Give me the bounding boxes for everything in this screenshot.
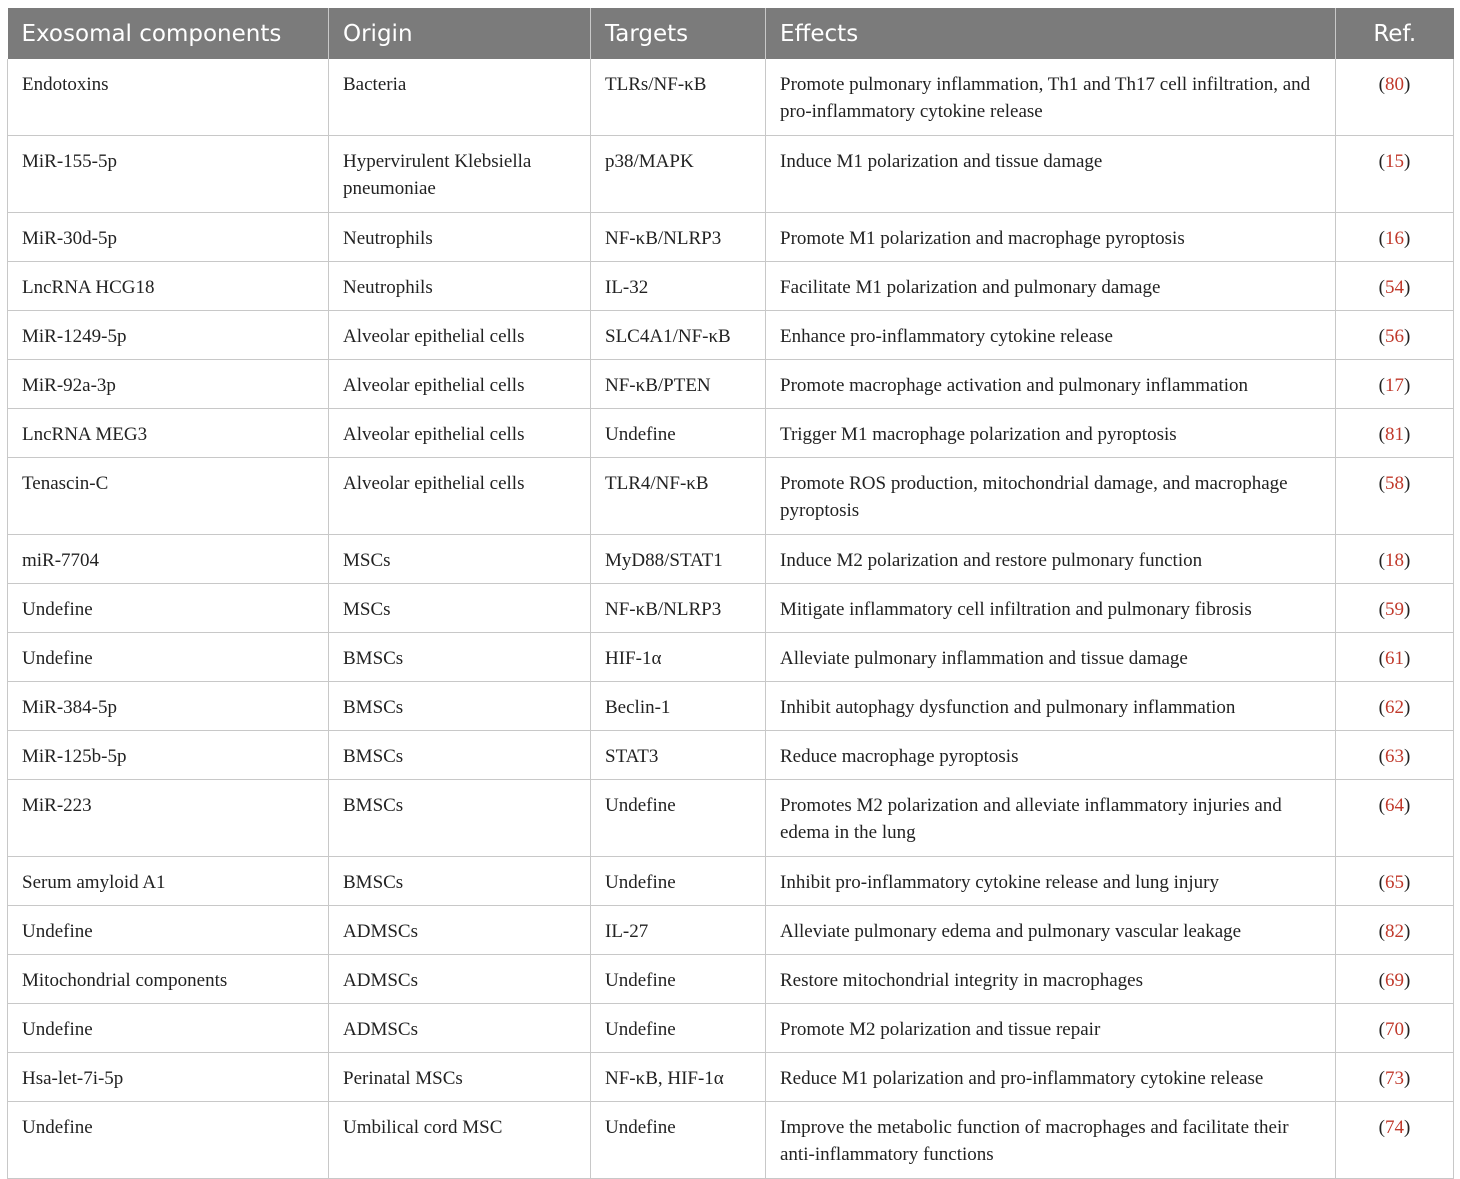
cell-component: MiR-125b-5p [8,731,329,780]
cell-targets: Undefine [591,409,766,458]
cell-origin: Neutrophils [329,213,591,262]
cell-origin: Hypervirulent Klebsiella pneumoniae [329,136,591,213]
ref-link[interactable]: 64 [1385,795,1404,816]
ref-link[interactable]: 80 [1385,74,1404,95]
cell-effects: Inhibit autophagy dysfunction and pulmonary inflammation [766,682,1336,731]
ref-link[interactable]: 59 [1385,599,1404,620]
cell-origin: BMSCs [329,731,591,780]
table-row [8,955,1454,1004]
cell-effects: Promote M2 polarization and tissue repair [766,1004,1336,1053]
cell-effects: Inhibit pro-inflammatory cytokine release and lung injury [766,857,1336,906]
cell-effects: Alleviate pulmonary inflammation and tissue damage [766,633,1336,682]
cell-ref: (59) [1336,584,1454,633]
cell-component: MiR-1249-5p [8,311,329,360]
cell-targets: Beclin-1 [591,682,766,731]
ref-link[interactable]: 82 [1385,921,1404,942]
cell-ref: (17) [1336,360,1454,409]
table-row [8,1004,1454,1053]
ref-link[interactable]: 54 [1385,277,1404,298]
ref-link[interactable]: 58 [1385,473,1404,494]
cell-effects: Promote M1 polarization and macrophage pyroptosis [766,213,1336,262]
cell-targets: NF-κB/NLRP3 [591,584,766,633]
cell-origin: Alveolar epithelial cells [329,458,591,535]
cell-ref: (56) [1336,311,1454,360]
table-row [8,213,1454,262]
cell-targets: SLC4A1/NF-κB [591,311,766,360]
ref-link[interactable]: 70 [1385,1019,1404,1040]
ref-link[interactable]: 62 [1385,697,1404,718]
cell-component: LncRNA HCG18 [8,262,329,311]
cell-targets: Undefine [591,1004,766,1053]
ref-link[interactable]: 81 [1385,424,1404,445]
cell-component: Serum amyloid A1 [8,857,329,906]
table-row [8,311,1454,360]
cell-targets: TLR4/NF-κB [591,458,766,535]
cell-origin: Bacteria [329,59,591,136]
cell-component: MiR-223 [8,780,329,857]
ref-link[interactable]: 16 [1385,228,1404,249]
table-container [7,8,1453,1179]
cell-effects: Promote ROS production, mitochondrial damage, and macrophage pyroptosis [766,458,1336,535]
cell-targets: MyD88/STAT1 [591,535,766,584]
ref-link[interactable]: 65 [1385,872,1404,893]
cell-component: Tenascin-C [8,458,329,535]
cell-targets: NF-κB/PTEN [591,360,766,409]
cell-targets: Undefine [591,857,766,906]
cell-effects: Promote pulmonary inflammation, Th1 and Th17 cell infiltration, and pro-inflammatory cytokine release [766,59,1336,136]
cell-targets: p38/MAPK [591,136,766,213]
cell-component: Hsa-let-7i-5p [8,1053,329,1102]
ref-link[interactable]: 73 [1385,1068,1404,1089]
cell-origin: ADMSCs [329,955,591,1004]
table-row [8,857,1454,906]
cell-ref: (73) [1336,1053,1454,1102]
header-ref: Ref. [1336,8,1454,59]
cell-origin: MSCs [329,535,591,584]
cell-ref: (62) [1336,682,1454,731]
cell-effects: Facilitate M1 polarization and pulmonary damage [766,262,1336,311]
ref-link[interactable]: 17 [1385,375,1404,396]
table-row [8,584,1454,633]
cell-origin: Alveolar epithelial cells [329,311,591,360]
header-exosomal-components: Exosomal components [8,8,329,59]
cell-targets: HIF-1α [591,633,766,682]
table-row [8,1102,1454,1179]
cell-component: Undefine [8,633,329,682]
cell-effects: Improve the metabolic function of macrophages and facilitate their anti-inflammatory functions [766,1102,1336,1179]
cell-targets: Undefine [591,1102,766,1179]
cell-ref: (18) [1336,535,1454,584]
cell-effects: Promote macrophage activation and pulmonary inflammation [766,360,1336,409]
cell-origin: Neutrophils [329,262,591,311]
cell-effects: Restore mitochondrial integrity in macrophages [766,955,1336,1004]
cell-effects: Trigger M1 macrophage polarization and pyroptosis [766,409,1336,458]
cell-targets: Undefine [591,955,766,1004]
cell-origin: Perinatal MSCs [329,1053,591,1102]
cell-component: Mitochondrial components [8,955,329,1004]
cell-ref: (58) [1336,458,1454,535]
table-row [8,1053,1454,1102]
cell-targets: IL-32 [591,262,766,311]
cell-ref: (65) [1336,857,1454,906]
header-effects: Effects [766,8,1336,59]
cell-origin: ADMSCs [329,906,591,955]
ref-link[interactable]: 18 [1385,550,1404,571]
cell-effects: Induce M2 polarization and restore pulmonary function [766,535,1336,584]
cell-component: Undefine [8,906,329,955]
cell-effects: Alleviate pulmonary edema and pulmonary vascular leakage [766,906,1336,955]
cell-origin: Alveolar epithelial cells [329,409,591,458]
ref-link[interactable]: 69 [1385,970,1404,991]
cell-origin: Alveolar epithelial cells [329,360,591,409]
cell-ref: (15) [1336,136,1454,213]
cell-ref: (82) [1336,906,1454,955]
cell-targets: NF-κB, HIF-1α [591,1053,766,1102]
cell-ref: (63) [1336,731,1454,780]
table-row [8,409,1454,458]
cell-targets: IL-27 [591,906,766,955]
cell-effects: Reduce M1 polarization and pro-inflammatory cytokine release [766,1053,1336,1102]
cell-ref: (64) [1336,780,1454,857]
table-row [8,780,1454,857]
cell-origin: ADMSCs [329,1004,591,1053]
cell-origin: Umbilical cord MSC [329,1102,591,1179]
table-header [8,8,1454,59]
ref-link[interactable]: 15 [1385,151,1404,172]
ref-link[interactable]: 56 [1385,326,1404,347]
table-row [8,59,1454,136]
cell-component: Undefine [8,1004,329,1053]
table-row [8,633,1454,682]
cell-ref: (70) [1336,1004,1454,1053]
ref-link[interactable]: 61 [1385,648,1404,669]
cell-component: miR-7704 [8,535,329,584]
cell-origin: MSCs [329,584,591,633]
table-row [8,136,1454,213]
header-row [8,8,1454,59]
cell-effects: Reduce macrophage pyroptosis [766,731,1336,780]
cell-ref: (69) [1336,955,1454,1004]
ref-link[interactable]: 63 [1385,746,1404,767]
cell-ref: (16) [1336,213,1454,262]
cell-ref: (74) [1336,1102,1454,1179]
cell-targets: STAT3 [591,731,766,780]
cell-targets: TLRs/NF-κB [591,59,766,136]
table-row [8,360,1454,409]
cell-effects: Induce M1 polarization and tissue damage [766,136,1336,213]
header-targets: Targets [591,8,766,59]
cell-effects: Promotes M2 polarization and alleviate inflammatory injuries and edema in the lung [766,780,1336,857]
table-row [8,262,1454,311]
table-row [8,458,1454,535]
cell-origin: BMSCs [329,682,591,731]
cell-component: LncRNA MEG3 [8,409,329,458]
table-row [8,535,1454,584]
cell-effects: Mitigate inflammatory cell infiltration and pulmonary fibrosis [766,584,1336,633]
cell-component: MiR-155-5p [8,136,329,213]
cell-origin: BMSCs [329,633,591,682]
cell-ref: (81) [1336,409,1454,458]
cell-component: MiR-384-5p [8,682,329,731]
cell-component: MiR-92a-3p [8,360,329,409]
cell-ref: (61) [1336,633,1454,682]
cell-component: Undefine [8,584,329,633]
ref-link[interactable]: 74 [1385,1117,1404,1138]
table-row [8,731,1454,780]
header-origin: Origin [329,8,591,59]
cell-origin: BMSCs [329,780,591,857]
cell-targets: NF-κB/NLRP3 [591,213,766,262]
cell-effects: Enhance pro-inflammatory cytokine release [766,311,1336,360]
cell-ref: (80) [1336,59,1454,136]
table-row [8,682,1454,731]
exosome-table [7,8,1454,1179]
table-row [8,906,1454,955]
cell-component: Endotoxins [8,59,329,136]
cell-component: MiR-30d-5p [8,213,329,262]
cell-targets: Undefine [591,780,766,857]
cell-ref: (54) [1336,262,1454,311]
cell-component: Undefine [8,1102,329,1179]
cell-origin: BMSCs [329,857,591,906]
table-body [8,59,1454,1179]
